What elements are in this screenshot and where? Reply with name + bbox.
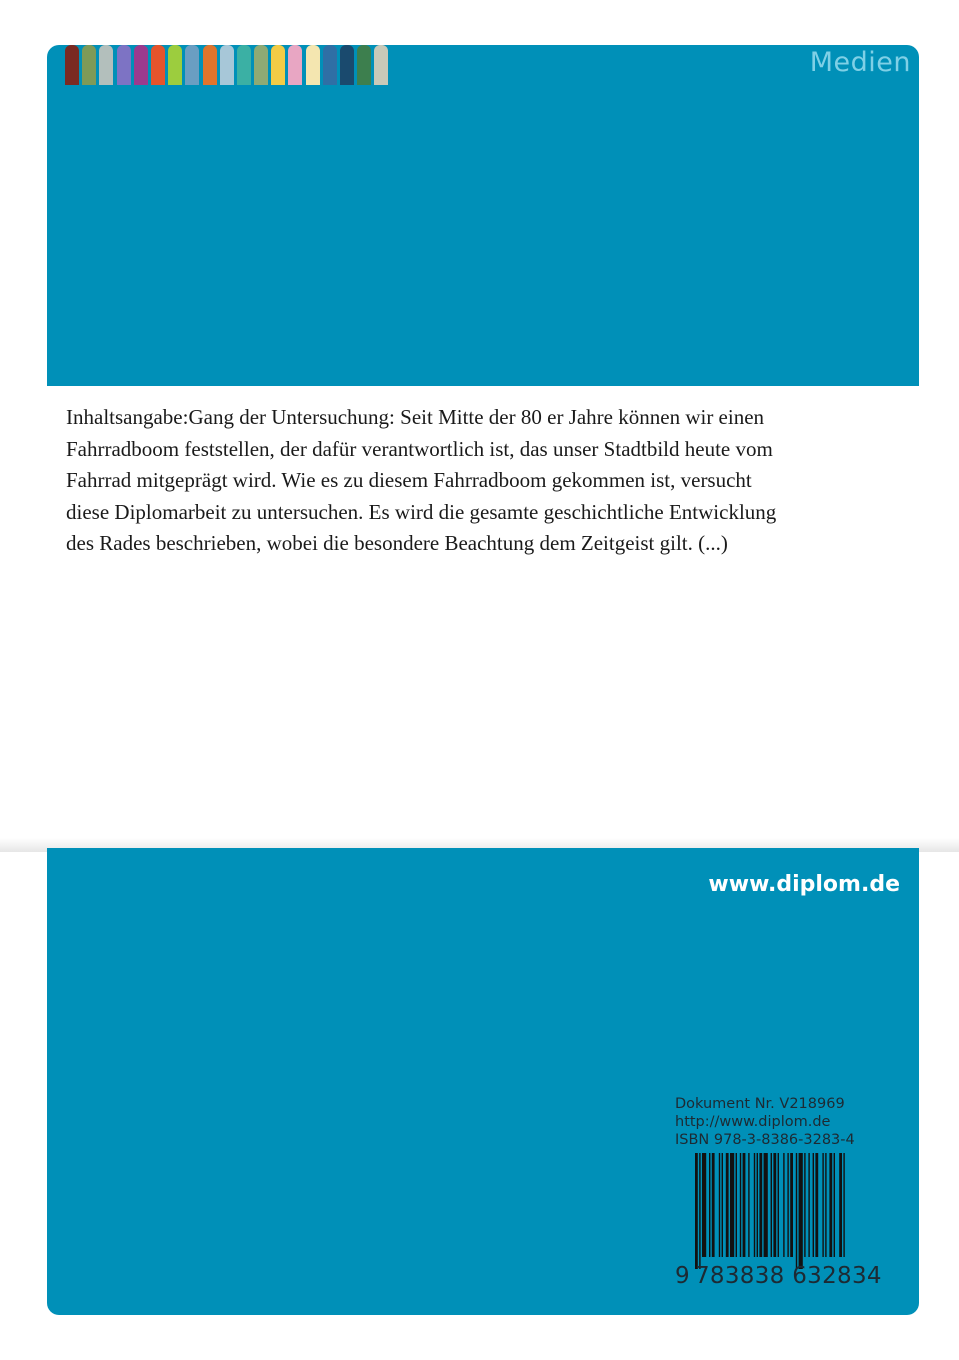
barcode-bar [719, 1153, 720, 1257]
color-tab [220, 45, 234, 85]
barcode-bar [764, 1153, 768, 1257]
barcode-bar [726, 1153, 729, 1257]
barcode-bars [695, 1153, 901, 1269]
barcode-bar [743, 1153, 746, 1257]
barcode-bar [695, 1153, 698, 1269]
barcode-bar [754, 1153, 755, 1257]
barcode-bar [773, 1153, 776, 1257]
color-tab [203, 45, 217, 85]
color-tab [271, 45, 285, 85]
isbn-label: ISBN 978-3-8386-3283-4 [675, 1132, 855, 1148]
series-label: Medien [809, 47, 911, 78]
color-tab [237, 45, 251, 85]
color-tab [374, 45, 388, 85]
barcode-bar [825, 1153, 826, 1257]
barcode-bar [796, 1153, 797, 1269]
document-meta [675, 1095, 855, 1149]
barcode-bar [699, 1153, 700, 1269]
barcode-bar [839, 1153, 842, 1257]
barcode-bar [757, 1153, 758, 1257]
color-tab [306, 45, 320, 85]
barcode-lead-digit: 9 [675, 1263, 690, 1289]
barcode-bar [730, 1153, 734, 1257]
color-tab [185, 45, 199, 85]
color-tab [82, 45, 96, 85]
barcode-bar [813, 1153, 814, 1257]
color-tab [117, 45, 131, 85]
color-tab [99, 45, 113, 85]
document-number: Dokument Nr. V218969 [675, 1096, 845, 1112]
barcode-bar [829, 1153, 832, 1257]
isbn-barcode [675, 1153, 901, 1290]
barcode-bar [787, 1153, 788, 1257]
cover-top-panel [47, 45, 919, 386]
color-tab-strip [65, 45, 392, 85]
color-tab [340, 45, 354, 85]
color-tab [168, 45, 182, 85]
barcode-bar [834, 1153, 835, 1257]
barcode-bar [709, 1153, 710, 1257]
barcode-bar [804, 1153, 805, 1257]
barcode-bar [799, 1153, 803, 1269]
barcode-bar [771, 1153, 772, 1257]
color-tab [357, 45, 371, 85]
color-tab [254, 45, 268, 85]
blurb-text: Inhaltsangabe:Gang der Untersuchung: Seit Mitte der 80 er Jahre können wir einen Fahrradboom feststellen, der dafür verantwortlich ist, das unser Stadtbild heute vom Fahrrad mitgeprägt wird. Wie es zu diesem Fahrradboom gekommen ist, versucht diese Diplomarbeit zu untersuchen. Es wird die gesamte geschichtliche Entwicklung des Rades beschrieben, wobei die besondere Beachtung dem Zeitgeist gilt. (...) [66, 405, 777, 555]
barcode-bar [808, 1153, 809, 1257]
barcode-bar [790, 1153, 793, 1257]
color-tab [134, 45, 148, 85]
barcode-bar [722, 1153, 723, 1257]
document-url: http://www.diplom.de [675, 1114, 831, 1130]
barcode-bar [783, 1153, 784, 1257]
barcode-bar [712, 1153, 715, 1257]
barcode-bar [778, 1153, 779, 1257]
barcode-number: 783838 632834 [695, 1263, 882, 1289]
cover-bottom-panel [47, 848, 919, 1315]
barcode-bar [759, 1153, 762, 1257]
website-label: www.diplom.de [708, 872, 900, 897]
barcode-bar [702, 1153, 706, 1257]
color-tab [323, 45, 337, 85]
color-tab [65, 45, 79, 85]
barcode-bar [736, 1153, 737, 1257]
color-tab [288, 45, 302, 85]
barcode-bar [748, 1153, 749, 1257]
color-tab [151, 45, 165, 85]
barcode-bar [740, 1153, 741, 1257]
barcode-bar [843, 1153, 844, 1257]
barcode-bar [815, 1153, 818, 1257]
barcode-bar [822, 1153, 823, 1257]
